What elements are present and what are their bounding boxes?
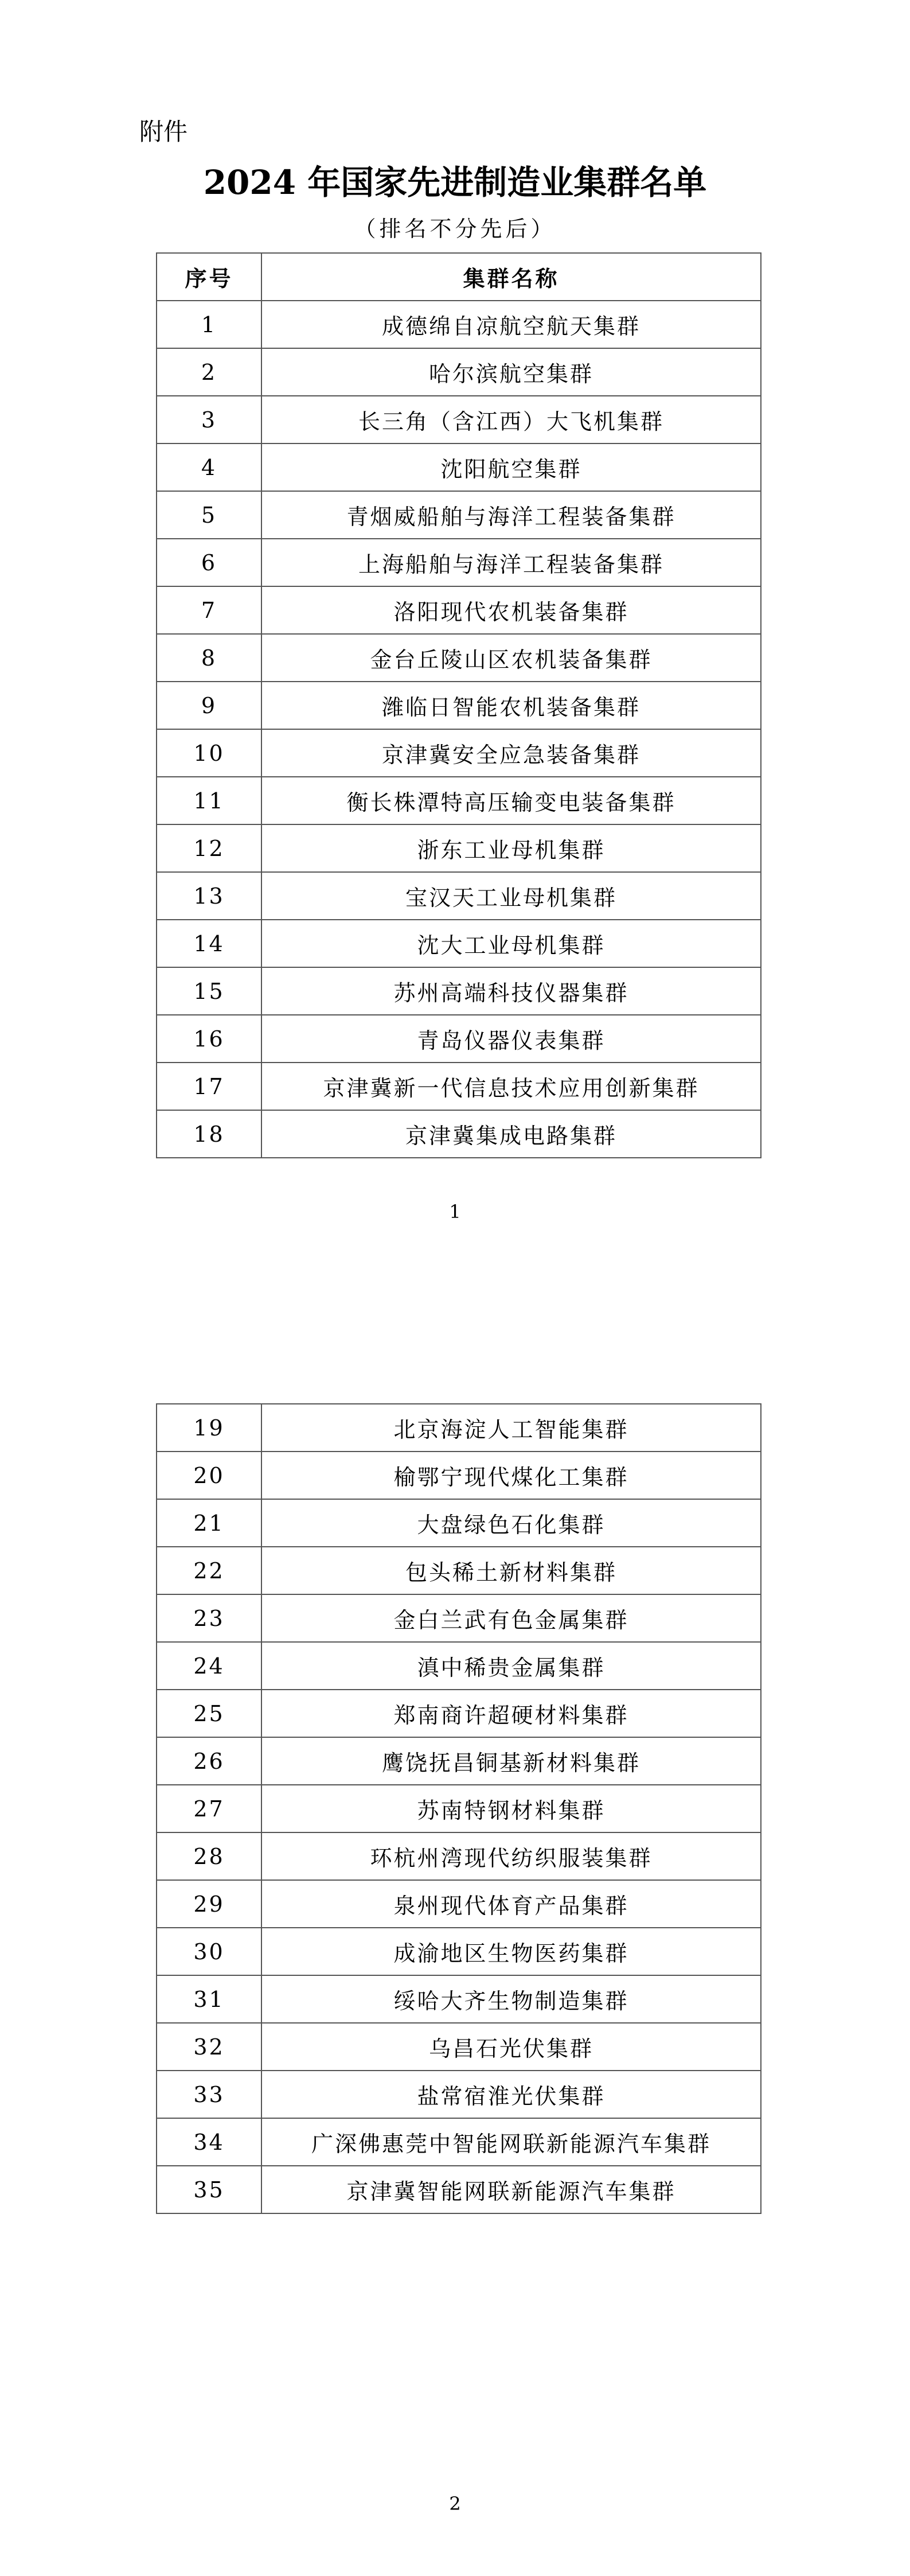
attachment-label: 附件: [139, 118, 188, 146]
table-row: [157, 586, 761, 634]
table-row: [157, 824, 761, 872]
table-row: [157, 1642, 761, 1690]
cluster-name: 包头稀土新材料集群: [261, 1547, 761, 1594]
column-header-name: 集群名称: [261, 253, 761, 301]
table-row: [157, 1594, 761, 1642]
cluster-table-page-2: [156, 1403, 761, 2214]
cluster-name: 京津冀安全应急装备集群: [261, 729, 761, 777]
table-row: [157, 682, 761, 729]
row-index: 5: [157, 491, 261, 539]
row-index: 4: [157, 443, 261, 491]
cluster-name: 京津冀新一代信息技术应用创新集群: [261, 1063, 761, 1110]
table-row: [157, 2166, 761, 2213]
row-index: 23: [157, 1594, 261, 1642]
row-index: 12: [157, 824, 261, 872]
table-row: [157, 2023, 761, 2071]
cluster-name: 京津冀智能网联新能源汽车集群: [261, 2166, 761, 2213]
row-index: 9: [157, 682, 261, 729]
cluster-name: 大盘绿色石化集群: [261, 1499, 761, 1547]
table-row: [157, 1737, 761, 1785]
table-row: [157, 348, 761, 396]
cluster-name: 成德绵自凉航空航天集群: [261, 301, 761, 348]
cluster-name: 衡长株潭特高压输变电装备集群: [261, 777, 761, 824]
row-index: 11: [157, 777, 261, 824]
row-index: 7: [157, 586, 261, 634]
table-row: [157, 1785, 761, 1832]
row-index: 34: [157, 2118, 261, 2166]
row-index: 18: [157, 1110, 261, 1158]
cluster-name: 金白兰武有色金属集群: [261, 1594, 761, 1642]
row-index: 16: [157, 1015, 261, 1063]
cluster-name: 苏州高端科技仪器集群: [261, 967, 761, 1015]
row-index: 33: [157, 2071, 261, 2118]
cluster-name: 滇中稀贵金属集群: [261, 1642, 761, 1690]
cluster-name: 潍临日智能农机装备集群: [261, 682, 761, 729]
cluster-name: 泉州现代体育产品集群: [261, 1880, 761, 1928]
column-header-index: 序号: [157, 253, 261, 301]
table-row: [157, 777, 761, 824]
table-row: [157, 1690, 761, 1737]
row-index: 27: [157, 1785, 261, 1832]
row-index: 6: [157, 539, 261, 586]
page-number: 2: [449, 2493, 461, 2515]
document-subtitle: （排名不分先后）: [354, 216, 556, 242]
row-index: 19: [157, 1404, 261, 1452]
cluster-name: 哈尔滨航空集群: [261, 348, 761, 396]
document-title: 2024 年国家先进制造业集群名单: [203, 163, 707, 202]
table-row: [157, 443, 761, 491]
table-row: [157, 2071, 761, 2118]
row-index: 21: [157, 1499, 261, 1547]
table-row: [157, 1063, 761, 1110]
table-row: [157, 301, 761, 348]
table-row: [157, 1928, 761, 1975]
cluster-name: 宝汉天工业母机集群: [261, 872, 761, 920]
row-index: 17: [157, 1063, 261, 1110]
table-row: [157, 2118, 761, 2166]
row-index: 28: [157, 1832, 261, 1880]
table-row: [157, 1975, 761, 2023]
table-row: [157, 634, 761, 682]
cluster-name: 绥哈大齐生物制造集群: [261, 1975, 761, 2023]
table-row: [157, 1499, 761, 1547]
table-row: [157, 1110, 761, 1158]
table-row: [157, 872, 761, 920]
cluster-name: 青岛仪器仪表集群: [261, 1015, 761, 1063]
cluster-name: 乌昌石光伏集群: [261, 2023, 761, 2071]
cluster-name: 鹰饶抚昌铜基新材料集群: [261, 1737, 761, 1785]
row-index: 29: [157, 1880, 261, 1928]
cluster-name: 长三角（含江西）大飞机集群: [261, 396, 761, 443]
cluster-name: 金台丘陵山区农机装备集群: [261, 634, 761, 682]
row-index: 20: [157, 1452, 261, 1499]
row-index: 2: [157, 348, 261, 396]
cluster-name: 京津冀集成电路集群: [261, 1110, 761, 1158]
table-row: [157, 396, 761, 443]
cluster-table-page-1: [156, 252, 761, 1158]
row-index: 35: [157, 2166, 261, 2213]
table-row: [157, 539, 761, 586]
table-row: [157, 1452, 761, 1499]
page-number: 1: [449, 1201, 461, 1223]
cluster-name: 青烟威船舶与海洋工程装备集群: [261, 491, 761, 539]
row-index: 26: [157, 1737, 261, 1785]
table-row: [157, 1015, 761, 1063]
row-index: 3: [157, 396, 261, 443]
cluster-name: 浙东工业母机集群: [261, 824, 761, 872]
row-index: 32: [157, 2023, 261, 2071]
row-index: 8: [157, 634, 261, 682]
cluster-name: 广深佛惠莞中智能网联新能源汽车集群: [261, 2118, 761, 2166]
cluster-name: 沈阳航空集群: [261, 443, 761, 491]
table-row: [157, 729, 761, 777]
cluster-name: 榆鄂宁现代煤化工集群: [261, 1452, 761, 1499]
cluster-name: 苏南特钢材料集群: [261, 1785, 761, 1832]
row-index: 13: [157, 872, 261, 920]
cluster-name: 盐常宿淮光伏集群: [261, 2071, 761, 2118]
row-index: 24: [157, 1642, 261, 1690]
row-index: 30: [157, 1928, 261, 1975]
table-row: [157, 920, 761, 967]
cluster-name: 上海船舶与海洋工程装备集群: [261, 539, 761, 586]
cluster-name: 洛阳现代农机装备集群: [261, 586, 761, 634]
table-header-row: [157, 253, 761, 301]
table-row: [157, 1832, 761, 1880]
table-row: [157, 1547, 761, 1594]
row-index: 31: [157, 1975, 261, 2023]
row-index: 25: [157, 1690, 261, 1737]
cluster-name: 沈大工业母机集群: [261, 920, 761, 967]
cluster-name: 北京海淀人工智能集群: [261, 1404, 761, 1452]
table-row: [157, 967, 761, 1015]
row-index: 14: [157, 920, 261, 967]
row-index: 10: [157, 729, 261, 777]
row-index: 22: [157, 1547, 261, 1594]
table-row: [157, 491, 761, 539]
cluster-name: 环杭州湾现代纺织服装集群: [261, 1832, 761, 1880]
table-row: [157, 1880, 761, 1928]
row-index: 15: [157, 967, 261, 1015]
row-index: 1: [157, 301, 261, 348]
table-row: [157, 1404, 761, 1452]
cluster-name: 成渝地区生物医药集群: [261, 1928, 761, 1975]
cluster-name: 郑南商许超硬材料集群: [261, 1690, 761, 1737]
